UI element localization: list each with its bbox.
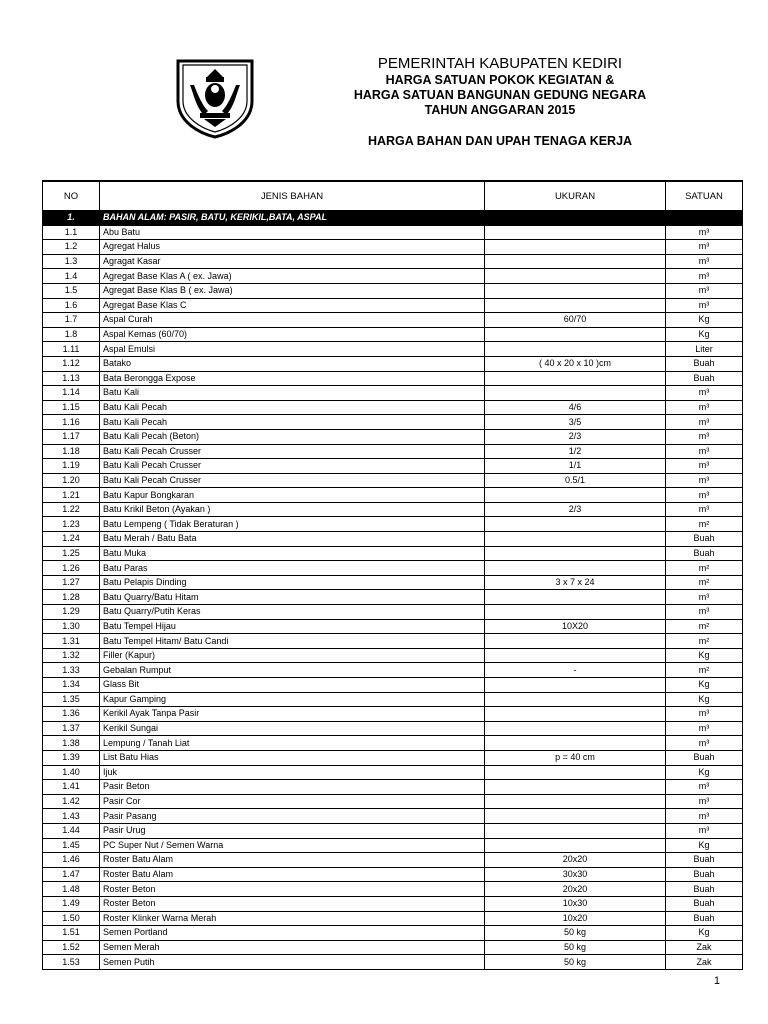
table-row xyxy=(43,532,743,547)
table-row xyxy=(43,663,743,678)
row-size xyxy=(485,240,666,255)
table-row xyxy=(43,342,743,357)
row-number: 1.4 xyxy=(43,269,100,284)
row-unit: m³ xyxy=(666,225,743,240)
row-material-name: Batu Quarry/Putih Keras xyxy=(100,605,485,620)
table-row xyxy=(43,283,743,298)
row-number: 1.28 xyxy=(43,590,100,605)
row-material-name: Kerikil Ayak Tanpa Pasir xyxy=(100,707,485,722)
row-material-name: Batu Kali Pecah xyxy=(100,415,485,430)
table-title: HARGA BAHAN DAN UPAH TENAGA KERJA xyxy=(367,134,633,148)
table-row xyxy=(43,298,743,313)
column-header-ukuran: UKURAN xyxy=(485,181,666,211)
row-material-name: Agregat Base Klas A ( ex. Jawa) xyxy=(100,269,485,284)
row-material-name: Agregat Base Klas C xyxy=(100,298,485,313)
row-size xyxy=(485,838,666,853)
table-row xyxy=(43,867,743,882)
row-material-name: Agregat Base Klas B ( ex. Jawa) xyxy=(100,283,485,298)
row-material-name: PC Super Nut / Semen Warna xyxy=(100,838,485,853)
row-number: 1.17 xyxy=(43,429,100,444)
table-row xyxy=(43,911,743,926)
row-material-name: Gebalan Rumput xyxy=(100,663,485,678)
row-size xyxy=(485,342,666,357)
table-row xyxy=(43,575,743,590)
row-unit: m² xyxy=(666,575,743,590)
table-row xyxy=(43,459,743,474)
row-unit: Buah xyxy=(666,356,743,371)
row-material-name: Kapur Gamping xyxy=(100,692,485,707)
row-size xyxy=(485,546,666,561)
row-number: 1.5 xyxy=(43,283,100,298)
row-size: 50 kg xyxy=(485,926,666,941)
table-row xyxy=(43,750,743,765)
document-header xyxy=(0,0,768,180)
row-size: 2/3 xyxy=(485,502,666,517)
row-unit: m³ xyxy=(666,400,743,415)
table-row xyxy=(43,692,743,707)
row-unit: m³ xyxy=(666,721,743,736)
section-row xyxy=(43,211,743,226)
row-number: 1.47 xyxy=(43,867,100,882)
row-material-name: Batako xyxy=(100,356,485,371)
row-material-name: Semen Putih xyxy=(100,955,485,970)
row-unit: m³ xyxy=(666,736,743,751)
row-unit: m³ xyxy=(666,459,743,474)
row-number: 1.40 xyxy=(43,765,100,780)
row-size xyxy=(485,283,666,298)
row-unit: Kg xyxy=(666,765,743,780)
table-row xyxy=(43,765,743,780)
row-number: 1.32 xyxy=(43,648,100,663)
table-row xyxy=(43,356,743,371)
row-unit: Buah xyxy=(666,750,743,765)
row-material-name: Batu Merah / Batu Bata xyxy=(100,532,485,547)
row-size xyxy=(485,254,666,269)
document-subtitle-1: HARGA SATUAN POKOK KEGIATAN & xyxy=(385,73,615,87)
row-unit: Buah xyxy=(666,911,743,926)
row-material-name: Roster Klinker Warna Merah xyxy=(100,911,485,926)
row-material-name: Semen Merah xyxy=(100,940,485,955)
row-size xyxy=(485,809,666,824)
row-number: 1.33 xyxy=(43,663,100,678)
document-subtitle-2: HARGA SATUAN BANGUNAN GEDUNG NEGARA xyxy=(353,88,647,102)
row-unit: Buah xyxy=(666,532,743,547)
table-row xyxy=(43,517,743,532)
row-number: 1.50 xyxy=(43,911,100,926)
row-material-name: Pasir Beton xyxy=(100,780,485,795)
row-size: 10x20 xyxy=(485,911,666,926)
table-row xyxy=(43,853,743,868)
row-unit: Kg xyxy=(666,926,743,941)
table-row xyxy=(43,327,743,342)
row-unit: Kg xyxy=(666,313,743,328)
row-number: 1.18 xyxy=(43,444,100,459)
row-number: 1.20 xyxy=(43,473,100,488)
row-size: 2/3 xyxy=(485,429,666,444)
row-unit: m³ xyxy=(666,473,743,488)
row-unit: m³ xyxy=(666,386,743,401)
row-size: 1/2 xyxy=(485,444,666,459)
row-unit: m³ xyxy=(666,590,743,605)
row-size: 3/5 xyxy=(485,415,666,430)
row-unit: Kg xyxy=(666,692,743,707)
table-row xyxy=(43,473,743,488)
row-material-name: Filler (Kapur) xyxy=(100,648,485,663)
row-number: 1.41 xyxy=(43,780,100,795)
row-unit: m² xyxy=(666,561,743,576)
table-row xyxy=(43,780,743,795)
row-unit: Buah xyxy=(666,896,743,911)
row-unit: m³ xyxy=(666,429,743,444)
row-number: 1.23 xyxy=(43,517,100,532)
row-size: 60/70 xyxy=(485,313,666,328)
row-unit: m² xyxy=(666,634,743,649)
row-number: 1.21 xyxy=(43,488,100,503)
row-unit: m³ xyxy=(666,823,743,838)
row-number: 1.7 xyxy=(43,313,100,328)
table-row xyxy=(43,955,743,970)
row-material-name: Abu Batu xyxy=(100,225,485,240)
table-row xyxy=(43,882,743,897)
row-material-name: Agregat Halus xyxy=(100,240,485,255)
row-number: 1.2 xyxy=(43,240,100,255)
row-unit: Kg xyxy=(666,327,743,342)
row-material-name: Pasir Cor xyxy=(100,794,485,809)
row-number: 1.26 xyxy=(43,561,100,576)
row-material-name: Roster Beton xyxy=(100,882,485,897)
table-row xyxy=(43,386,743,401)
table-header-row xyxy=(43,181,743,211)
row-unit: m³ xyxy=(666,283,743,298)
row-material-name: Roster Beton xyxy=(100,896,485,911)
row-number: 1.31 xyxy=(43,634,100,649)
row-size xyxy=(485,298,666,313)
row-material-name: Bata Berongga Expose xyxy=(100,371,485,386)
row-size xyxy=(485,721,666,736)
table-row xyxy=(43,838,743,853)
row-size xyxy=(485,590,666,605)
row-size xyxy=(485,794,666,809)
row-material-name: Batu Quarry/Batu Hitam xyxy=(100,590,485,605)
row-size: 1/1 xyxy=(485,459,666,474)
row-material-name: Kerikil Sungai xyxy=(100,721,485,736)
row-size xyxy=(485,561,666,576)
table-row xyxy=(43,634,743,649)
row-material-name: Roster Batu Alam xyxy=(100,867,485,882)
row-number: 1.15 xyxy=(43,400,100,415)
row-number: 1.43 xyxy=(43,809,100,824)
row-material-name: Semen Portland xyxy=(100,926,485,941)
row-number: 1.25 xyxy=(43,546,100,561)
row-size: 50 kg xyxy=(485,940,666,955)
row-material-name: Aspal Kemas (60/70) xyxy=(100,327,485,342)
row-size xyxy=(485,371,666,386)
row-number: 1.53 xyxy=(43,955,100,970)
row-unit: m³ xyxy=(666,809,743,824)
row-size xyxy=(485,648,666,663)
row-material-name: Pasir Pasang xyxy=(100,809,485,824)
row-number: 1.1 xyxy=(43,225,100,240)
row-unit: m³ xyxy=(666,415,743,430)
table-row xyxy=(43,488,743,503)
table-row xyxy=(43,415,743,430)
table-row xyxy=(43,605,743,620)
row-size: 3 x 7 x 24 xyxy=(485,575,666,590)
row-unit: m³ xyxy=(666,444,743,459)
row-size: 0.5/1 xyxy=(485,473,666,488)
row-size xyxy=(485,823,666,838)
table-row xyxy=(43,794,743,809)
row-material-name: Batu Tempel Hijau xyxy=(100,619,485,634)
row-number: 1.3 xyxy=(43,254,100,269)
row-unit: m³ xyxy=(666,780,743,795)
row-number: 1.29 xyxy=(43,605,100,620)
row-number: 1.52 xyxy=(43,940,100,955)
table-row xyxy=(43,313,743,328)
row-number: 1.38 xyxy=(43,736,100,751)
table-row xyxy=(43,371,743,386)
row-unit: m³ xyxy=(666,605,743,620)
row-material-name: Ijuk xyxy=(100,765,485,780)
row-size: 20x20 xyxy=(485,853,666,868)
row-number: 1.14 xyxy=(43,386,100,401)
row-number: 1.35 xyxy=(43,692,100,707)
row-size xyxy=(485,634,666,649)
row-unit: m³ xyxy=(666,269,743,284)
kabupaten-kediri-emblem-icon xyxy=(170,55,260,139)
row-unit: Zak xyxy=(666,940,743,955)
row-unit: m³ xyxy=(666,254,743,269)
table-row xyxy=(43,590,743,605)
table-row xyxy=(43,721,743,736)
government-title: PEMERINTAH KABUPATEN KEDIRI xyxy=(377,55,623,72)
row-size xyxy=(485,765,666,780)
row-number: 1.34 xyxy=(43,678,100,693)
row-size xyxy=(485,707,666,722)
row-size xyxy=(485,692,666,707)
table-row xyxy=(43,225,743,240)
table-row xyxy=(43,429,743,444)
row-material-name: List Batu Hias xyxy=(100,750,485,765)
row-unit: Buah xyxy=(666,867,743,882)
row-number: 1.22 xyxy=(43,502,100,517)
row-size xyxy=(485,488,666,503)
row-size: 50 kg xyxy=(485,955,666,970)
row-size xyxy=(485,780,666,795)
page-number: 1 xyxy=(713,975,720,987)
row-material-name: Batu Tempel Hitam/ Batu Candi xyxy=(100,634,485,649)
row-number: 1.46 xyxy=(43,853,100,868)
row-unit: Liter xyxy=(666,342,743,357)
row-unit: m³ xyxy=(666,707,743,722)
row-number: 1.13 xyxy=(43,371,100,386)
row-unit: Buah xyxy=(666,546,743,561)
row-unit: m² xyxy=(666,517,743,532)
column-header-jenis-bahan: JENIS BAHAN xyxy=(100,181,485,211)
row-material-name: Batu Paras xyxy=(100,561,485,576)
table-row xyxy=(43,254,743,269)
table-row xyxy=(43,707,743,722)
table-row xyxy=(43,940,743,955)
row-size xyxy=(485,327,666,342)
row-material-name: Batu Kali xyxy=(100,386,485,401)
row-unit: Buah xyxy=(666,882,743,897)
row-material-name: Batu Kali Pecah Crusser xyxy=(100,459,485,474)
row-size xyxy=(485,678,666,693)
row-number: 1.27 xyxy=(43,575,100,590)
material-price-table xyxy=(42,180,743,970)
column-header-satuan: SATUAN xyxy=(666,181,743,211)
row-material-name: Agragat Kasar xyxy=(100,254,485,269)
row-material-name: Roster Batu Alam xyxy=(100,853,485,868)
row-number: 1.30 xyxy=(43,619,100,634)
row-number: 1.37 xyxy=(43,721,100,736)
row-unit: m² xyxy=(666,619,743,634)
row-unit: Kg xyxy=(666,678,743,693)
table-row xyxy=(43,561,743,576)
row-unit: m³ xyxy=(666,298,743,313)
row-size: 10X20 xyxy=(485,619,666,634)
row-material-name: Batu Muka xyxy=(100,546,485,561)
row-size: 30x30 xyxy=(485,867,666,882)
row-size xyxy=(485,386,666,401)
row-size: ( 40 x 20 x 10 )cm xyxy=(485,356,666,371)
table-row xyxy=(43,823,743,838)
table-row xyxy=(43,896,743,911)
table-row xyxy=(43,648,743,663)
row-material-name: Lempung / Tanah Liat xyxy=(100,736,485,751)
row-unit: m³ xyxy=(666,502,743,517)
section-title: BAHAN ALAM: PASIR, BATU, KERIKIL,BATA, ASPAL xyxy=(100,211,743,226)
row-number: 1.19 xyxy=(43,459,100,474)
table-row xyxy=(43,400,743,415)
row-unit: m³ xyxy=(666,488,743,503)
column-header-no: NO xyxy=(43,181,100,211)
row-number: 1.24 xyxy=(43,532,100,547)
row-size: 10x30 xyxy=(485,896,666,911)
row-unit: m² xyxy=(666,663,743,678)
row-unit: Kg xyxy=(666,648,743,663)
row-number: 1.51 xyxy=(43,926,100,941)
table-row xyxy=(43,546,743,561)
row-number: 1.44 xyxy=(43,823,100,838)
row-unit: Zak xyxy=(666,955,743,970)
row-unit: Buah xyxy=(666,853,743,868)
row-number: 1.16 xyxy=(43,415,100,430)
section-number: 1. xyxy=(43,211,100,226)
row-size xyxy=(485,269,666,284)
row-number: 1.45 xyxy=(43,838,100,853)
row-size xyxy=(485,605,666,620)
table-row xyxy=(43,240,743,255)
row-material-name: Aspal Emulsi xyxy=(100,342,485,357)
row-material-name: Pasir Urug xyxy=(100,823,485,838)
table-row xyxy=(43,619,743,634)
row-number: 1.11 xyxy=(43,342,100,357)
table-row xyxy=(43,269,743,284)
row-size: 20x20 xyxy=(485,882,666,897)
row-material-name: Batu Kapur Bongkaran xyxy=(100,488,485,503)
row-material-name: Aspal Curah xyxy=(100,313,485,328)
table-row xyxy=(43,736,743,751)
table-row xyxy=(43,926,743,941)
row-material-name: Batu Kali Pecah Crusser xyxy=(100,444,485,459)
row-unit: Buah xyxy=(666,371,743,386)
table-row xyxy=(43,678,743,693)
row-size xyxy=(485,532,666,547)
row-unit: Kg xyxy=(666,838,743,853)
row-size xyxy=(485,736,666,751)
row-size xyxy=(485,517,666,532)
table-row xyxy=(43,502,743,517)
row-size xyxy=(485,225,666,240)
row-number: 1.12 xyxy=(43,356,100,371)
row-size: - xyxy=(485,663,666,678)
row-number: 1.36 xyxy=(43,707,100,722)
fiscal-year: TAHUN ANGGARAN 2015 xyxy=(424,103,576,117)
row-material-name: Batu Lempeng ( Tidak Beraturan ) xyxy=(100,517,485,532)
row-material-name: Batu Kali Pecah xyxy=(100,400,485,415)
row-number: 1.6 xyxy=(43,298,100,313)
table-row xyxy=(43,444,743,459)
row-number: 1.49 xyxy=(43,896,100,911)
row-material-name: Batu Krikil Beton (Ayakan ) xyxy=(100,502,485,517)
row-material-name: Batu Kali Pecah (Beton) xyxy=(100,429,485,444)
row-number: 1.8 xyxy=(43,327,100,342)
row-number: 1.48 xyxy=(43,882,100,897)
row-material-name: Batu Kali Pecah Crusser xyxy=(100,473,485,488)
row-size: p = 40 cm xyxy=(485,750,666,765)
row-number: 1.39 xyxy=(43,750,100,765)
row-unit: m³ xyxy=(666,240,743,255)
row-size: 4/6 xyxy=(485,400,666,415)
table-row xyxy=(43,809,743,824)
row-number: 1.42 xyxy=(43,794,100,809)
row-unit: m³ xyxy=(666,794,743,809)
row-material-name: Glass Bit xyxy=(100,678,485,693)
row-material-name: Batu Pelapis Dinding xyxy=(100,575,485,590)
